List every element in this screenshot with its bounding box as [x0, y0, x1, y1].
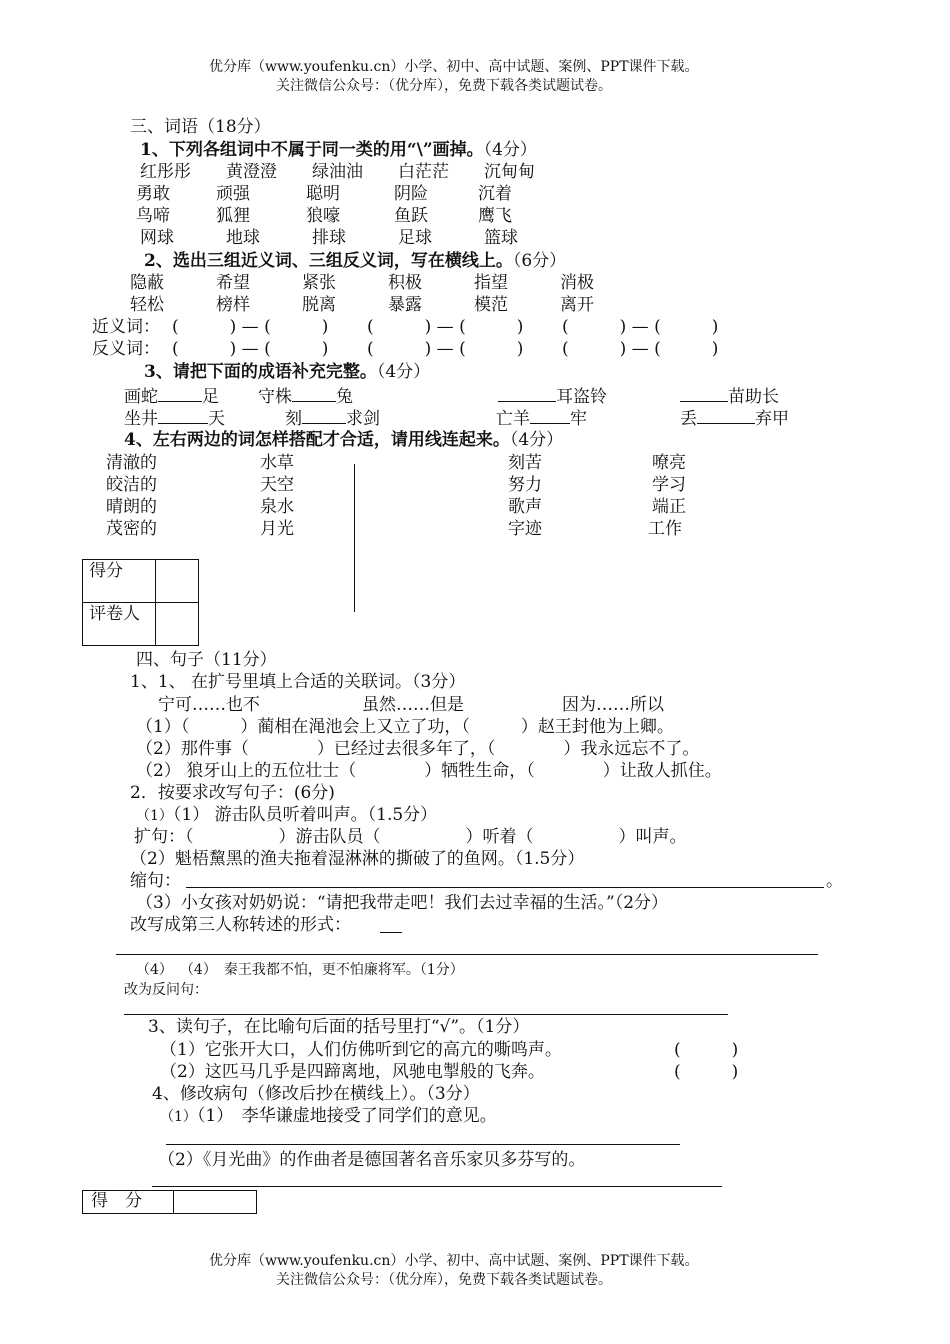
s4-q2-item3: （3）小女孩对奶奶说：“请把我带走吧！我们去过幸福的生活。”（2分） — [136, 893, 669, 913]
match-left-a: 清澈的 皎洁的 晴朗的 茂密的 — [106, 453, 157, 539]
score-cell[interactable] — [156, 560, 199, 603]
idiom-item: 耳盗铃 — [498, 385, 607, 407]
section3-title: 三、词语（18分） — [130, 117, 271, 137]
score-label: 得 分 — [83, 1191, 174, 1214]
footer-line-2: 关注微信公众号：（优分库），免费下载各类试题试卷。 — [276, 1272, 612, 1288]
s4-q2-item2: （2）魁梧黧黑的渔夫拖着湿淋淋的撕破了的鱼网。（1.5分） — [130, 849, 585, 869]
idiom-item: 守株 兔 — [258, 387, 353, 407]
s4-q3-sentence: （1）它张开大口，人们仿佛听到它的高亢的嘶鸣声。 — [160, 1040, 562, 1060]
s4-q3-sentence: （2）这匹马几乎是四蹄离地，风驰电掣般的飞奔。 — [160, 1062, 545, 1082]
s4-q2-expand: 扩句：（ ）游击队员（ ）听着（ ）叫声。 — [134, 827, 687, 847]
s4-q2-shrink-label: 缩句： — [130, 871, 181, 891]
q4-title: 4、左右两边的词怎样搭配才合适，请用线连起来。（4分） — [124, 430, 564, 450]
header-line-2: 关注微信公众号：（优分库），免费下载各类试题试卷。 — [276, 78, 612, 94]
s4-q2-item1: （1）（1） 游击队员听着叫声。（1.5分） — [136, 805, 438, 825]
s4-q4-item1: （1）（1） 李华谦虚地接受了同学们的意见。 — [160, 1106, 497, 1126]
match-left-b: 水草 天空 泉水 月光 — [260, 453, 294, 539]
s4-q4-item2: （2）《月光曲》的作曲者是德国著名音乐家贝多芬写的。 — [158, 1150, 586, 1170]
q3-title: 3、请把下面的成语补充完整。（4分） — [144, 362, 431, 382]
score-box — [82, 559, 199, 646]
header-line-1: 优分库（www.youfenku.cn）小学、初中、高中试题、案例、PPT课件下载。 — [209, 59, 699, 75]
s4-q1-title: 1、1、 在扩号里填上合适的关联词。（3分） — [130, 672, 466, 692]
answer-line[interactable] — [186, 887, 824, 888]
answer-line[interactable] — [380, 932, 402, 933]
synonym-row: 近义词： ( ) — ( ) ( ) — ( ) ( ) — ( ) — [92, 317, 719, 337]
antonym-row: 反义词： ( ) — ( ) ( ) — ( ) ( ) — ( ) — [92, 339, 719, 359]
match-right-a: 刻苦 努力 歌声 字迹 — [508, 453, 542, 539]
score-cell[interactable] — [174, 1191, 257, 1214]
idiom-item: 亡羊 牢 — [496, 409, 587, 429]
answer-line[interactable] — [116, 954, 818, 955]
answer-line[interactable] — [124, 1014, 728, 1015]
idiom-item: 丢 弃甲 — [680, 409, 789, 429]
answer-line[interactable] — [152, 1186, 722, 1187]
grader-label: 评卷人 — [83, 603, 156, 646]
s4-q2-instruction: 改写成第三人称转述的形式： — [130, 915, 351, 935]
s4-q2-title: 2．按要求改写句子：(6分) — [130, 783, 335, 803]
s4-q1-sentence: （2） 狼牙山上的五位壮士（ ）牺牲生命，（ ）让敌人抓住。 — [136, 761, 722, 781]
period: 。 — [826, 871, 843, 891]
answer-line[interactable] — [166, 1144, 680, 1145]
s4-q3-title: 3、读句子，在比喻句后面的括号里打“√”。（1分） — [148, 1017, 530, 1037]
section4-title: 四、句子（11分） — [136, 650, 277, 670]
footer-line-1: 优分库（www.youfenku.cn）小学、初中、高中试题、案例、PPT课件下载。 — [209, 1253, 699, 1269]
tick-blank[interactable]: ( ) — [674, 1062, 739, 1082]
match-right-b: 嘹亮 学习 端正 工作 — [648, 453, 686, 539]
s4-q1-sentence: （1）（ ）蔺相在渑池会上又立了功，（ ）赵王封他为上卿。 — [136, 717, 674, 737]
idiom-item: 刻 求剑 — [285, 409, 380, 429]
q1-title: 1、下列各组词中不属于同一类的用“\”画掉。（4分） — [140, 140, 537, 160]
divider-line — [354, 464, 355, 612]
tick-blank[interactable]: ( ) — [674, 1040, 739, 1060]
s4-q2-instruction: 改为反问句： — [124, 982, 208, 998]
idiom-item: 画蛇 足 — [124, 387, 219, 407]
s4-q4-title: 4、修改病句（修改后抄在横线上）。（3分） — [152, 1084, 480, 1104]
s4-q2-item4: （4） （4） 秦王我都不怕，更不怕廉将军。（1分） — [136, 962, 464, 978]
score-box-2 — [82, 1190, 257, 1214]
q2-title: 2、选出三组近义词、三组反义词，写在横线上。（6分） — [144, 251, 567, 271]
score-label: 得分 — [83, 560, 156, 603]
idiom-item: 苗助长 — [680, 385, 779, 407]
grader-cell[interactable] — [156, 603, 199, 646]
s4-q1-sentence: （2）那件事（ ）已经过去很多年了，（ ）我永远忘不了。 — [136, 739, 700, 759]
idiom-item: 坐井 天 — [124, 409, 225, 429]
